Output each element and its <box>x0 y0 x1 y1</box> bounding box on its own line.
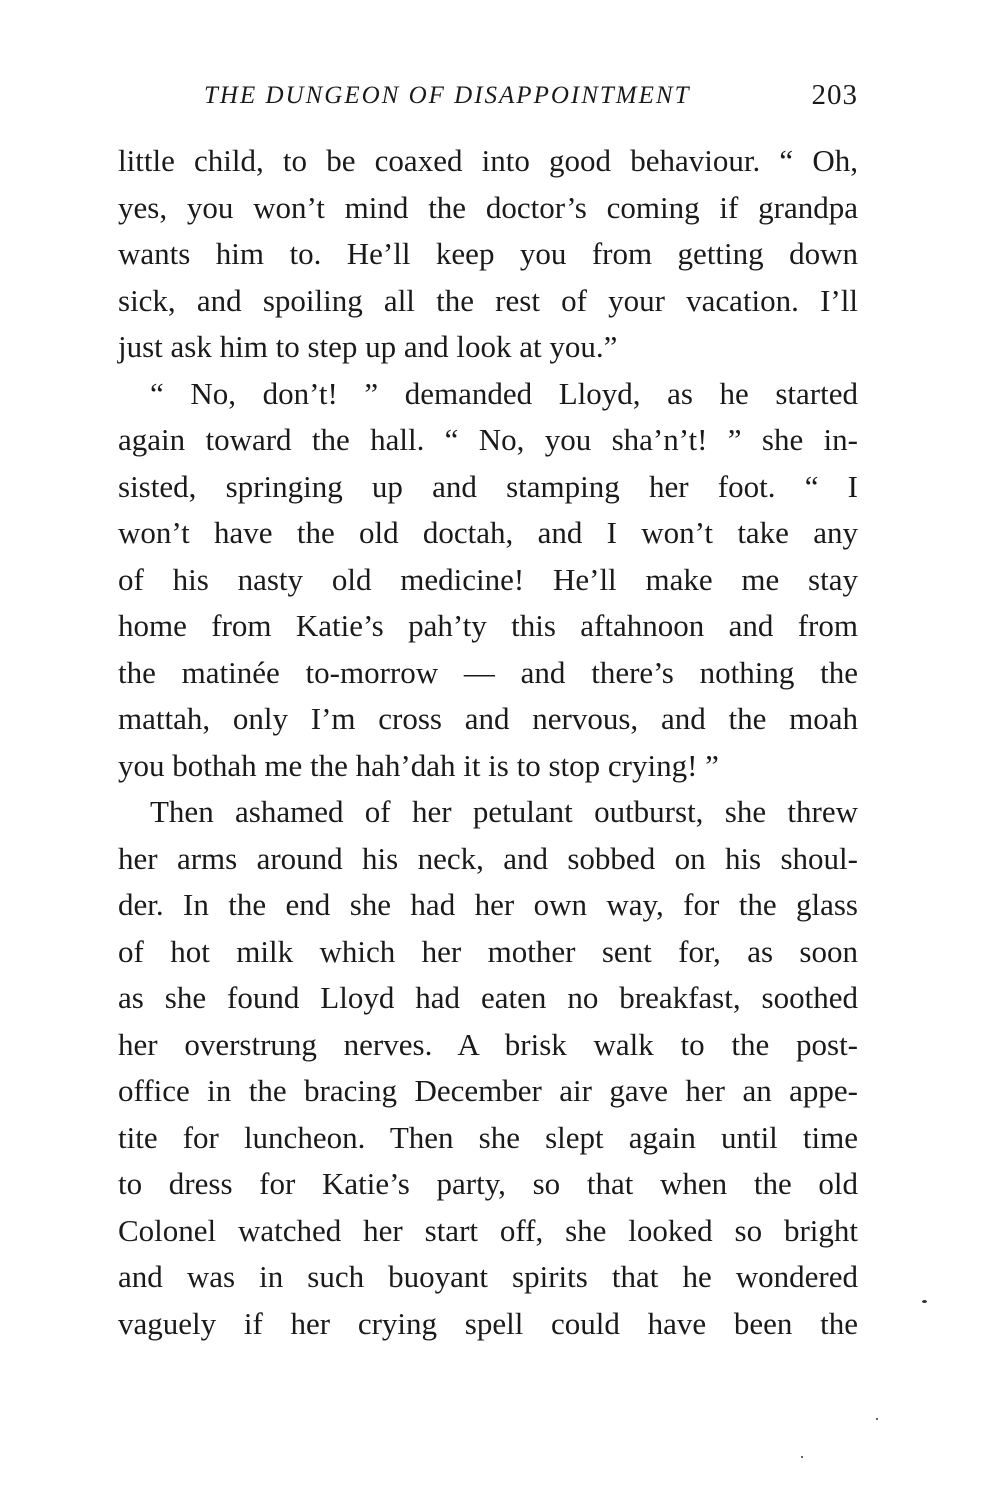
text-line: mattah, only I’m cross and nervous, and the moah <box>118 701 858 736</box>
text-line: of his nasty old medicine! He’ll make me stay <box>118 561 858 597</box>
paper-speck <box>876 1418 878 1420</box>
text-line: office in the bracing December air gave her an appe- <box>118 1073 858 1108</box>
text-line: der. In the end she had her own way, for the glass <box>118 887 858 922</box>
paper-speck <box>801 1456 803 1458</box>
text-line: to dress for Katie’s party, so that when the old <box>118 1166 858 1201</box>
text-line: little child, to be coaxed into good behaviour. “ Oh, <box>118 143 858 178</box>
text-line: again toward the hall. “ No, you sha’n’t! ” she in- <box>118 422 858 457</box>
text-line: the matinée to-morrow — and there’s nothing the <box>118 654 858 690</box>
text-line: just ask him to step up and look at you.” <box>118 329 618 364</box>
text-line: “ No, don’t! ” demanded Lloyd, as he started <box>150 375 858 411</box>
body-text <box>118 138 858 1347</box>
text-line: yes, you won’t mind the doctor’s coming if grandpa <box>118 189 858 225</box>
text-line: her overstrung nerves. A brisk walk to the post- <box>118 1026 858 1062</box>
text-line: you bothah me the hah’dah it is to stop crying! ” <box>118 747 719 783</box>
text-line: vaguely if her crying spell could have been the <box>118 1305 858 1341</box>
text-line: her arms around his neck, and sobbed on his shoul- <box>118 840 858 876</box>
text-line: and was in such buoyant spirits that he wondered <box>118 1259 858 1294</box>
text-line: won’t have the old doctah, and I won’t take any <box>118 515 858 550</box>
text-line: as she found Lloyd had eaten no breakfast, soothed <box>118 980 858 1015</box>
text-line: wants him to. He’ll keep you from getting down <box>118 236 858 271</box>
running-head <box>118 79 858 122</box>
text-line: sisted, springing up and stamping her foot. “ I <box>118 468 858 504</box>
text-line: of hot milk which her mother sent for, as soon <box>118 933 858 969</box>
paper-speck <box>922 1300 927 1303</box>
running-title: THE DUNGEON OF DISAPPOINTMENT <box>204 82 691 109</box>
text-line: sick, and spoiling all the rest of your vacation. I’ll <box>118 282 858 318</box>
text-line: tite for luncheon. Then she slept again until time <box>118 1119 858 1155</box>
text-line: home from Katie’s pah’ty this aftahnoon and from <box>118 608 858 643</box>
page-number: 203 <box>811 79 858 111</box>
text-line: Colonel watched her start off, she looked so bright <box>118 1212 858 1248</box>
text-line: Then ashamed of her petulant outburst, she threw <box>150 794 858 829</box>
